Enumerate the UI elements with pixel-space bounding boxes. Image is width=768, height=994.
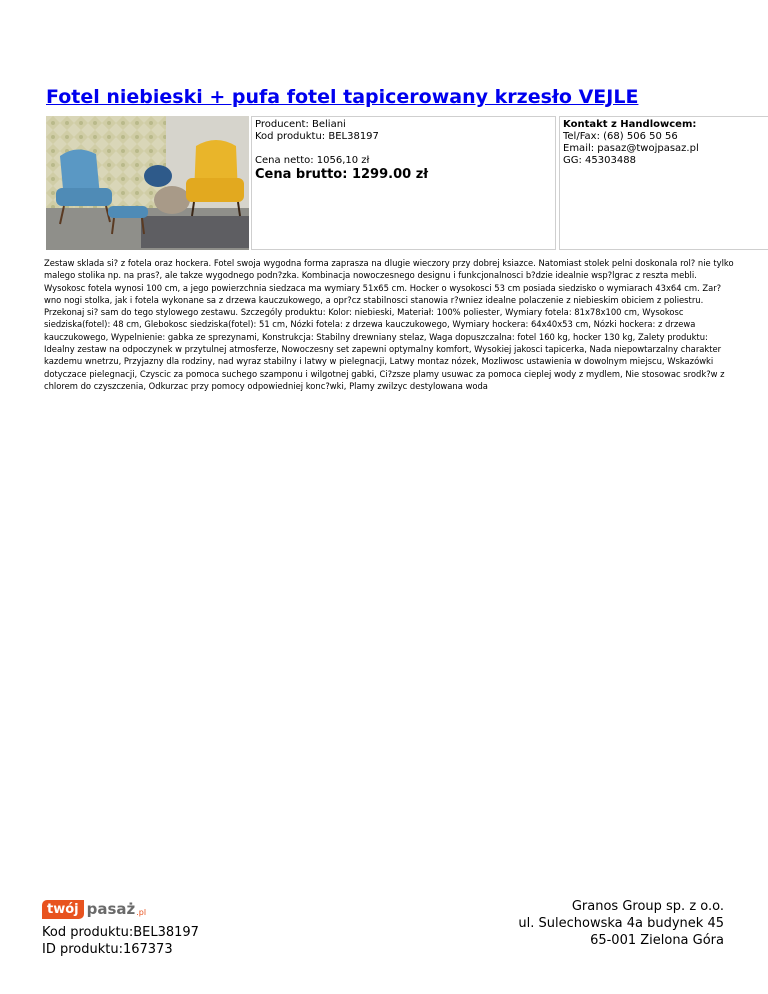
footer-product-id: ID produktu:167373: [42, 942, 173, 957]
product-info-table: [46, 116, 747, 252]
producer-text: Producent: Beliani: [255, 119, 346, 130]
gross-price-text: Cena brutto: 1299.00 zł: [255, 167, 429, 182]
contact-gg: GG: 45303488: [563, 155, 636, 166]
footer-company-address: [518, 898, 724, 949]
company-name: Granos Group sp. z o.o.: [571, 899, 724, 914]
footer-product-code: Kod produktu:BEL38197: [42, 925, 199, 940]
spacer: [255, 143, 552, 155]
product-title-link[interactable]: Fotel niebieski + pufa fotel tapicerowany krzesło VEJLE: [46, 86, 639, 108]
contact-email: Email: pasaz@twojpasaz.pl: [563, 143, 699, 154]
footer-product-info: [42, 898, 199, 958]
logo-box-text: twój: [42, 900, 84, 919]
product-details: [251, 116, 556, 250]
product-code-text: Kod produktu: BEL38197: [255, 131, 379, 142]
product-image: [46, 116, 249, 250]
contact-phone: Tel/Fax: (68) 506 50 56: [563, 131, 678, 142]
contact-heading: Kontakt z Handlowcem:: [563, 119, 697, 130]
company-street: ul. Sulechowska 4a budynek 45: [518, 916, 724, 931]
contact-details: [559, 116, 768, 250]
twojpasaz-logo: [42, 898, 199, 920]
product-photo: [46, 116, 249, 250]
company-city: 65-001 Zielona Góra: [590, 933, 724, 948]
net-price-text: Cena netto: 1056,10 zł: [255, 155, 370, 166]
product-description: Zestaw sklada si? z fotela oraz hockera. Fotel swoja wygodna forma zaprasza na dlugie wieczory przy dobrej ksiazce. Natomiast stolek pelni doskonala rol? nie tylko malego stolika np. na pras?, ale takze wygodnego podn?zka. Kombinacja nowoczesnego designu i funkcjonalnosci b?dzie idealnie wsp?lgrac z reszta mebli. Wysokosc fotela wynosi 100 cm, a jego powierzchnia siedzaca ma wymiary 51x65 cm. Hocker o wysokosci 53 cm posiada siedzisko o wymiarach 43x64 cm. Zar?wno nogi stolka, jak i fotela wykonane sa z drzewa kauczukowego, a opr?cz stabilnosci stanowia r?wniez idealne polaczenie z niebieskim obiciem z poliestru. Przekonaj si? sam do tego stylowego zestawu. Szczególy produktu: Kolor: niebieski, Materiał: 100% poliester, Wymiary fotela: 81x78x100 cm, Wysokosc siedziska(fotel): 48 cm, Glebokosc siedziska(fotel): 51 cm, Nózki fotela: z drzewa kauczukowego, Wymiary hockera: 64x40x53 cm, Nózki hockera: z drzewa kauczukowego, Wypelnienie: gabka ze sprezynami, Konstrukcja: Stabilny drewniany stelaz, Waga dopuszczalna: fotel 160 kg, hocker 130 kg, Zalety produktu: Idealny zestaw na odpoczynek w przytulnej atmosferze, Nowoczesny set zapewni optymalny komfort, Wysokiej jakosci tapicerka, Nada niepowtarzalny charakter kazdemu wnetrzu, Przyjazny dla rodziny, nad wyraz stabilny i latwy w pielegnacji, Latwy montaz nózek, Mozliwosc ustawienia w dowolnym miejscu, Wskazówki dotyczace pielegnacji, Czyscic za pomoca suchego szamponu i wilgotnej gabki, Ci?zsze plamy usuwac za pomoca cieplej wody z mydlem, Nie stosowac srodk?w z chlorem do czyszczenia, Odkurzac przy pomocy odpowiedniej konc?wki, Plamy zwilzyc destylowana woda: [44, 258, 734, 391]
logo-main-text: pasaż: [86, 899, 136, 918]
logo-suffix-text: .pl: [136, 907, 147, 917]
